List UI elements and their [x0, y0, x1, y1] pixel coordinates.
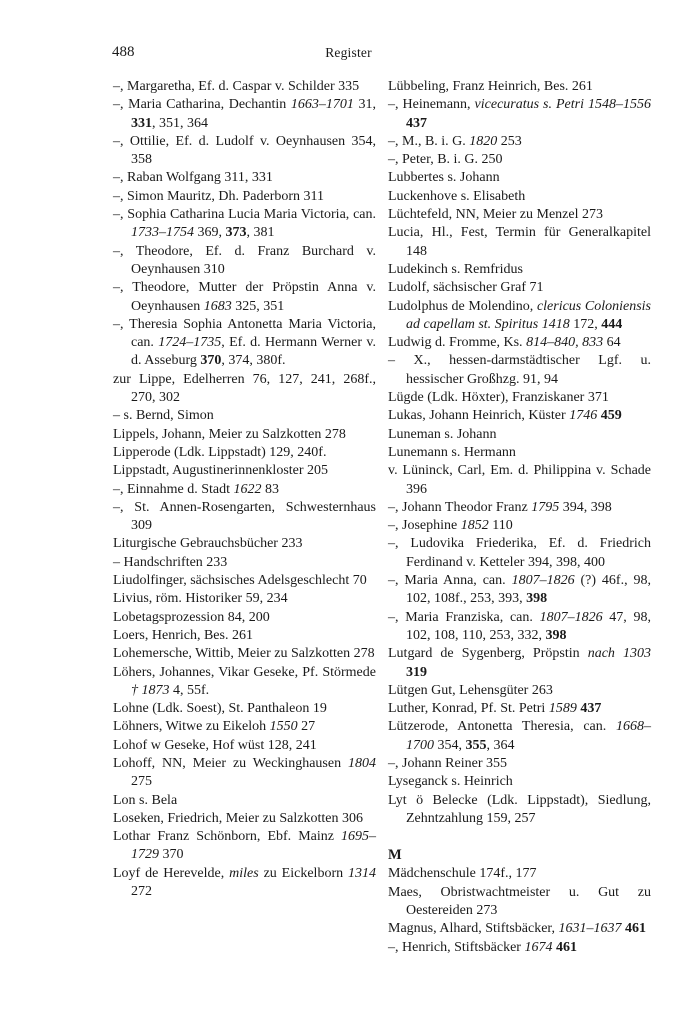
entry-text: – X., hessen-darmstädtischer Lgf. u. hessischer Großhzg. 91, 94: [388, 353, 651, 387]
entry-text: Lothar Franz Schönborn, Ebf. Mainz: [113, 829, 341, 845]
entry-text-italic: 1795: [531, 499, 560, 515]
index-entry: [113, 426, 376, 444]
entry-text: 354,: [434, 737, 466, 753]
entry-text: Liturgische Gebrauchsbücher 233: [113, 536, 303, 552]
index-entry: [113, 371, 376, 408]
entry-text: 275: [131, 774, 152, 790]
index-entry: [388, 572, 651, 609]
entry-text-italic: 814–840, 833: [526, 335, 604, 351]
entry-text: , Ef. d. Hermann Werner v. d. Asseburg: [131, 335, 376, 369]
index-entry: [388, 151, 651, 169]
index-entry: [388, 133, 651, 151]
entry-page-ref-bold: 437: [580, 701, 602, 717]
entry-text: –, Johann Reiner 355: [388, 755, 507, 771]
entry-text: , 351, 364: [152, 115, 208, 131]
entry-page-ref-bold: 398: [526, 591, 548, 607]
index-column-right: [388, 78, 651, 957]
entry-text: –, Heinemann,: [388, 97, 475, 113]
entry-text: Lyseganck s. Heinrich: [388, 774, 513, 790]
index-entry: [388, 718, 651, 755]
entry-text: Maes, Obristwachtmeister u. Gut zu Oestereiden 273: [388, 884, 651, 919]
entry-text: –, Maria Franziska, can.: [388, 609, 540, 625]
entry-text: , 364: [486, 737, 515, 753]
entry-text: –, Theodore, Mutter der Pröpstin Anna v. Oeynhausen: [113, 280, 376, 314]
index-entry: [113, 407, 376, 425]
entry-text: – s. Bernd, Simon: [113, 408, 214, 424]
index-entry: [113, 737, 376, 755]
entry-text-italic: 1314: [348, 865, 376, 881]
index-entry: [388, 444, 651, 462]
entry-page-ref-bold: 331: [131, 115, 152, 131]
entry-text: Magnus, Alhard, Stiftsbäcker,: [388, 921, 559, 937]
entry-text-italic: vicecuratus s. Petri 1548–1556: [474, 97, 651, 113]
entries-right-bottom: [388, 865, 651, 956]
index-entry: [388, 334, 651, 352]
entry-text-italic: 1622: [233, 481, 262, 497]
entry-text: –, Josephine: [388, 518, 461, 534]
entry-text: 110: [488, 518, 513, 534]
entry-page-ref-bold: 461: [555, 939, 577, 955]
entry-text: 272: [131, 884, 152, 900]
entry-text-italic: nach 1303: [587, 646, 651, 662]
index-entry: [388, 298, 651, 335]
entry-text: Lohoff, NN, Meier zu Weckinghausen: [113, 755, 348, 771]
entry-page-ref-bold: 459: [600, 408, 622, 424]
entry-text: –, Theresia Sophia Antonetta Maria Victoria, can.: [113, 316, 376, 351]
entry-text: Ludolf, sächsischer Graf 71: [388, 280, 544, 296]
index-entry: [113, 243, 376, 280]
entry-text-italic: 1631–1637: [558, 921, 622, 937]
index-column-left: [113, 78, 376, 901]
index-entry: [388, 169, 651, 187]
index-entry: [113, 718, 376, 736]
entry-text: 27: [297, 719, 316, 735]
entry-text: Luckenhove s. Elisabeth: [388, 188, 526, 204]
index-entry: [113, 133, 376, 170]
entry-text: Lippels, Johann, Meier zu Salzkotten 278: [113, 426, 346, 442]
entry-text: –, Raban Wolfgang 311, 331: [113, 170, 273, 186]
entry-text: (?) 46f., 98, 102, 108f., 253, 393,: [406, 573, 651, 607]
index-entry: [113, 810, 376, 828]
index-entry: [388, 188, 651, 206]
index-entry: [113, 169, 376, 187]
entry-page-ref-bold: 461: [625, 921, 647, 937]
index-entry: [388, 499, 651, 517]
entry-text: –, Einnahme d. Stadt: [113, 481, 234, 497]
entry-text: Lipperode (Ldk. Lippstadt) 129, 240f.: [113, 444, 327, 460]
entry-text-italic: 1695–1729: [131, 829, 376, 863]
index-entry: [388, 96, 651, 133]
index-entry: [388, 939, 651, 957]
entry-text: 172,: [569, 316, 602, 332]
entry-text: –, Ludovika Friederika, Ef. d. Friedrich Ferdinand v. Ketteler 394, 398, 400: [388, 536, 651, 570]
entry-text-italic: 1674: [524, 939, 553, 955]
entry-text: Loers, Henrich, Bes. 261: [113, 627, 253, 643]
index-entry: [388, 517, 651, 535]
entry-text: –, Sophia Catharina Lucia Maria Victoria, can.: [113, 207, 376, 223]
index-entry: [113, 481, 376, 499]
index-entry: [113, 188, 376, 206]
entry-text: Lubbertes s. Johann: [388, 170, 500, 186]
index-entry: [113, 462, 376, 480]
index-entry: [388, 700, 651, 718]
entry-text: –, Johann Theodor Franz: [388, 499, 532, 515]
index-entry: [113, 828, 376, 865]
entry-text: zur Lippe, Edelherren 76, 127, 241, 268f., 270, 302: [113, 371, 376, 406]
index-entry: [388, 426, 651, 444]
index-entry: [113, 590, 376, 608]
index-entry: [388, 682, 651, 700]
entry-text: Löhners, Witwe zu Eikeloh: [113, 719, 270, 735]
entries-left: [113, 78, 376, 901]
index-entry: [388, 773, 651, 791]
index-entry: [388, 407, 651, 425]
index-entry: [388, 884, 651, 921]
index-entry: [388, 462, 651, 499]
entry-text: 64: [603, 335, 621, 351]
index-entry: [113, 535, 376, 553]
entry-text: 47, 98, 102, 108, 110, 253, 332,: [406, 609, 651, 643]
index-entry: [388, 279, 651, 297]
entry-page-ref-bold: 437: [406, 115, 427, 131]
entry-page-ref-bold: 444: [601, 316, 623, 332]
entry-text: Lon s. Bela: [113, 792, 178, 808]
running-head: Register: [325, 45, 372, 60]
index-entry: [113, 627, 376, 645]
entry-text: –, M., B. i. G.: [388, 133, 470, 149]
entry-text: –, Theodore, Ef. d. Franz Burchard v. Oeynhausen 310: [113, 243, 376, 277]
index-entry: [388, 535, 651, 572]
entry-text: Liudolfinger, sächsisches Adelsgeschlecht 70: [113, 573, 367, 589]
index-entry: [113, 78, 376, 96]
index-entry: [388, 755, 651, 773]
entry-text-italic: 1724–1735: [158, 335, 222, 351]
entry-text: Loseken, Friedrich, Meier zu Salzkotten 306: [113, 810, 363, 826]
entry-text: –, Peter, B. i. G. 250: [388, 152, 503, 168]
entry-text-italic: 1683: [203, 298, 232, 314]
index-entry: [113, 572, 376, 590]
entry-text: Livius, röm. Historiker 59, 234: [113, 591, 288, 607]
entry-text-italic: 1663–1701: [290, 97, 354, 113]
index-entry: [113, 499, 376, 536]
entry-text: – Handschriften 233: [113, 554, 228, 570]
index-entry: [388, 206, 651, 224]
entry-page-ref-bold: 355: [465, 737, 487, 753]
entry-text: 394, 398: [559, 499, 612, 515]
index-entry: [113, 645, 376, 663]
entry-text: Loyf de Herevelde,: [113, 865, 230, 881]
entry-text-italic: 1820: [469, 133, 498, 149]
entry-text: 31,: [353, 97, 376, 113]
section-letter: M: [388, 847, 402, 864]
entry-text-italic: 1733–1754: [131, 225, 194, 241]
entry-text: 370: [159, 847, 184, 863]
entry-text: Lügde (Ldk. Höxter), Franziskaner 371: [388, 390, 609, 406]
entry-text-italic: 1804: [348, 755, 376, 771]
index-entry: [113, 664, 376, 701]
entry-text: Lunemann s. Hermann: [388, 444, 516, 460]
index-entry: [388, 352, 651, 389]
entry-text: Lohemersche, Wittib, Meier zu Salzkotten 278: [113, 646, 375, 662]
entry-text: , 381: [246, 225, 275, 241]
entry-text: Lüchtefeld, NN, Meier zu Menzel 273: [388, 207, 603, 223]
page-number: 488: [112, 44, 135, 60]
entry-text: Lützerode, Antonetta Theresia, can.: [388, 719, 616, 735]
entry-text: 4, 55f.: [169, 682, 210, 698]
entry-text: Lütgen Gut, Lehensgüter 263: [388, 682, 553, 698]
index-entry: [388, 224, 651, 261]
entry-text: Ludolphus de Molendino,: [388, 298, 537, 314]
index-entry: [113, 755, 376, 792]
entry-text: 369,: [194, 225, 226, 241]
index-entry: [113, 96, 376, 133]
entry-text: Luneman s. Johann: [388, 426, 497, 442]
entry-text-italic: 1589: [548, 701, 577, 717]
entry-text: Lutgard de Sygenberg, Pröpstin: [388, 646, 588, 662]
entry-text-italic: 1852: [460, 518, 489, 534]
entry-text: –, Maria Catharina, Dechantin: [113, 97, 291, 113]
entry-text: Löhers, Johannes, Vikar Geseke, Pf. Störmede: [113, 664, 376, 680]
index-entry: [113, 792, 376, 810]
entry-text: –, Maria Anna, can.: [388, 573, 512, 589]
index-entry: [113, 554, 376, 572]
entry-text: Lucia, Hl., Fest, Termin für Generalkapitel 148: [388, 225, 651, 259]
entry-text: Lohof w Geseke, Hof wüst 128, 241: [113, 737, 317, 753]
entry-text: Lyt ö Belecke (Ldk. Lippstadt), Siedlung, Zehntzahlung 159, 257: [388, 792, 651, 826]
index-entry: [113, 316, 376, 371]
entry-text-italic: † 1873: [131, 682, 170, 698]
entry-text: 253: [497, 133, 522, 149]
entry-text: Lippstadt, Augustinerinnenkloster 205: [113, 463, 329, 479]
index-entry: [113, 279, 376, 316]
entry-text-italic: 1807–1826: [539, 609, 603, 625]
entry-text: –, Margaretha, Ef. d. Caspar v. Schilder 335: [113, 79, 360, 94]
index-entry: [113, 609, 376, 627]
index-entry: [388, 78, 651, 96]
entry-text-italic: 1807–1826: [511, 573, 575, 589]
index-entry: [388, 261, 651, 279]
entry-text: , 374, 380f.: [221, 353, 286, 369]
entry-text: v. Lüninck, Carl, Em. d. Philippina v. Schade 396: [388, 463, 651, 497]
entry-text: –, Simon Mauritz, Dh. Paderborn 311: [113, 188, 325, 204]
entry-text: Mädchenschule 174f., 177: [388, 866, 537, 882]
entry-text-italic: 1550: [269, 719, 298, 735]
entry-text: –, St. Annen-Rosengarten, Schwesternhaus 309: [113, 499, 376, 534]
entry-text: 325, 351: [231, 298, 285, 314]
entry-text-italic: miles: [229, 865, 259, 881]
entry-page-ref-bold: 370: [200, 353, 222, 369]
entry-text: zu Eickelborn: [258, 865, 348, 881]
index-entry: [388, 865, 651, 883]
index-entry: [388, 920, 651, 938]
entry-page-ref-bold: 373: [225, 225, 247, 241]
entry-text: Ludekinch s. Remfridus: [388, 261, 523, 277]
entry-text: Lobetagsprozession 84, 200: [113, 609, 270, 625]
entry-text: 83: [261, 481, 280, 497]
entry-text: Luther, Konrad, Pf. St. Petri: [388, 701, 549, 717]
index-entry: [113, 700, 376, 718]
index-entry: [388, 609, 651, 646]
entry-page-ref-bold: 319: [406, 664, 427, 680]
entry-page-ref-bold: 398: [545, 627, 567, 643]
entry-text: Ludwig d. Fromme, Ks.: [388, 335, 527, 351]
entry-text-italic: clericus Coloniensis ad capellam st. Spiritus 1418: [406, 298, 652, 332]
entry-text: –, Ottilie, Ef. d. Ludolf v. Oeynhausen 354, 358: [113, 133, 376, 168]
index-entry: [113, 206, 376, 243]
entry-text: Lukas, Johann Heinrich, Küster: [388, 408, 570, 424]
index-entry: [388, 389, 651, 407]
index-entry: [388, 792, 651, 829]
entry-text-italic: 1668–1700: [406, 719, 651, 753]
entry-text: Lübbeling, Franz Heinrich, Bes. 261: [388, 79, 593, 94]
index-entry: [113, 444, 376, 462]
entry-text-italic: 1746: [569, 408, 598, 424]
entry-text: –, Henrich, Stiftsbäcker: [388, 939, 525, 955]
index-entry: [388, 645, 651, 682]
entry-text: Lohne (Ldk. Soest), St. Panthaleon 19: [113, 701, 327, 717]
entries-right-top: [388, 78, 651, 828]
page-header: [112, 44, 585, 64]
index-entry: [113, 865, 376, 902]
